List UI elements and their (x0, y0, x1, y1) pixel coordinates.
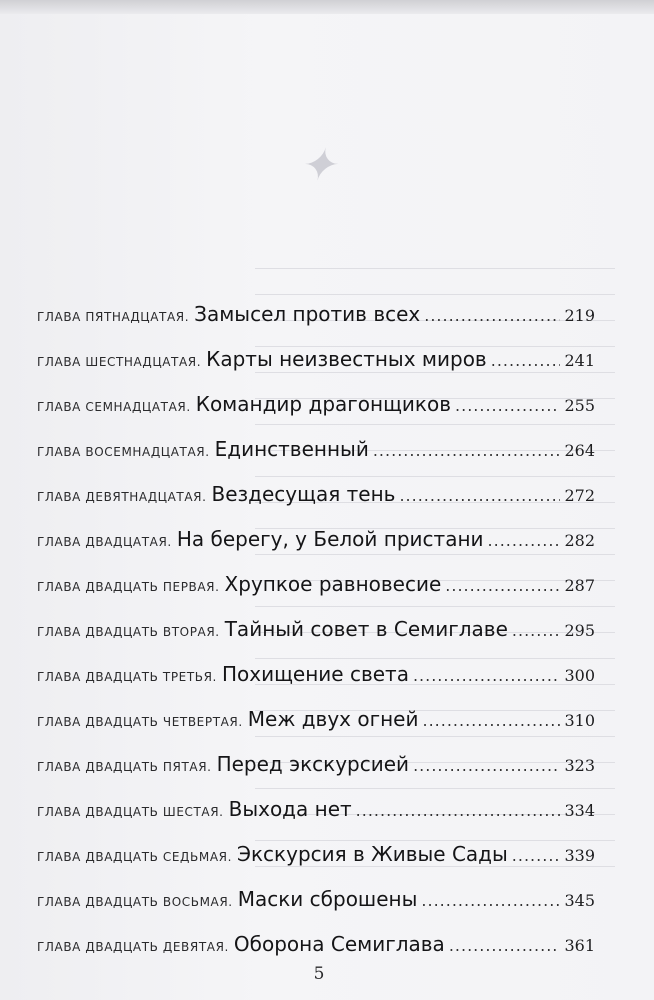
dot-leader (413, 743, 560, 788)
chapter-title: Тайный совет в Семиглаве (224, 617, 508, 641)
chapter-page-number: 219 (564, 306, 595, 325)
dot-leader (399, 473, 560, 518)
chapter-page-number: 345 (564, 891, 595, 910)
page-number: 5 (313, 964, 325, 984)
chapter-page-number: 264 (564, 441, 595, 460)
chapter-title: Меж двух огней (247, 707, 419, 731)
chapter-title: Оборона Семиглава (233, 932, 445, 956)
chapter-label: ГЛАВА ДВАДЦАТЬ ПЕРВАЯ. (37, 580, 220, 594)
dot-leader (373, 428, 561, 473)
chapter-page-number: 282 (564, 531, 595, 550)
chapter-label: ГЛАВА ДЕВЯТНАДЦАТАЯ. (37, 490, 207, 504)
chapter-label: ГЛАВА ДВАДЦАТЬ СЕДЬМАЯ. (37, 850, 232, 864)
toc-entry (37, 562, 595, 607)
dot-leader (445, 563, 560, 608)
chapter-title: Хрупкое равновесие (224, 572, 442, 596)
chapter-title: Замысел против всех (194, 302, 421, 326)
bleed-through-decoration: ✦ (299, 140, 337, 191)
toc-entry (37, 697, 595, 742)
chapter-label: ГЛАВА ДВАДЦАТЬ ВОСЬМАЯ. (37, 895, 233, 909)
toc-entry (37, 382, 595, 427)
chapter-page-number: 300 (564, 666, 595, 685)
chapter-label: ГЛАВА ДВАДЦАТЬ ПЯТАЯ. (37, 760, 212, 774)
page-top-shadow (0, 0, 654, 14)
chapter-label: ГЛАВА ДВАДЦАТЬ ДЕВЯТАЯ. (37, 940, 229, 954)
chapter-label: ГЛАВА ДВАДЦАТЬ ВТОРАЯ. (37, 625, 220, 639)
toc-entry (37, 292, 595, 337)
chapter-page-number: 310 (564, 711, 595, 730)
chapter-label: ГЛАВА ДВАДЦАТЬ ШЕСТАЯ. (37, 805, 224, 819)
dot-leader (512, 608, 561, 653)
dot-leader (424, 293, 560, 338)
dot-leader (449, 923, 561, 968)
toc-entry (37, 652, 595, 697)
toc-entry (37, 607, 595, 652)
dot-leader (413, 653, 561, 698)
chapter-title: Перед экскурсией (216, 752, 410, 776)
dot-leader (512, 833, 561, 878)
toc-entry (37, 337, 595, 382)
chapter-page-number: 334 (564, 801, 595, 820)
chapter-label: ГЛАВА ДВАДЦАТЬ ЧЕТВЕРТАЯ. (37, 715, 243, 729)
chapter-label: ГЛАВА ДВАДЦАТЬ ТРЕТЬЯ. (37, 670, 217, 684)
chapter-page-number: 241 (564, 351, 595, 370)
dot-leader (356, 788, 561, 833)
dot-leader (488, 518, 561, 563)
chapter-label: ГЛАВА ШЕСТНАДЦАТАЯ. (37, 355, 202, 369)
toc-entry (37, 742, 595, 787)
chapter-title: Экскурсия в Живые Сады (236, 842, 508, 866)
chapter-label: ГЛАВА СЕМНАДЦАТАЯ. (37, 400, 191, 414)
dot-leader (422, 698, 560, 743)
dot-leader (455, 383, 560, 428)
toc-entry (37, 922, 595, 967)
toc-entry (37, 832, 595, 877)
chapter-title: Вездесущая тень (211, 482, 396, 506)
chapter-page-number: 272 (564, 486, 595, 505)
chapter-title: Единственный (214, 437, 369, 461)
chapter-page-number: 295 (564, 621, 595, 640)
chapter-label: ГЛАВА ПЯТНАДЦАТАЯ. (37, 310, 190, 324)
chapter-title: На берегу, у Белой пристани (176, 527, 484, 551)
chapter-title: Похищение света (221, 662, 409, 686)
chapter-title: Маски сброшены (237, 887, 418, 911)
chapter-label: ГЛАВА ВОСЕМНАДЦАТАЯ. (37, 445, 210, 459)
chapter-page-number: 361 (564, 936, 595, 955)
dot-leader (421, 878, 560, 923)
chapter-page-number: 287 (564, 576, 595, 595)
chapter-label: ГЛАВА ДВАДЦАТАЯ. (37, 535, 172, 549)
chapter-page-number: 255 (564, 396, 595, 415)
chapter-title: Командир драгонщиков (195, 392, 452, 416)
chapter-page-number: 339 (564, 846, 595, 865)
toc-entry (37, 877, 595, 922)
toc-entry (37, 427, 595, 472)
chapter-title: Выхода нет (228, 797, 352, 821)
toc-entry (37, 787, 595, 832)
chapter-title: Карты неизвестных миров (206, 347, 487, 371)
toc-entry (37, 517, 595, 562)
table-of-contents (37, 292, 595, 967)
toc-entry (37, 472, 595, 517)
chapter-page-number: 323 (564, 756, 595, 775)
dot-leader (491, 338, 561, 383)
